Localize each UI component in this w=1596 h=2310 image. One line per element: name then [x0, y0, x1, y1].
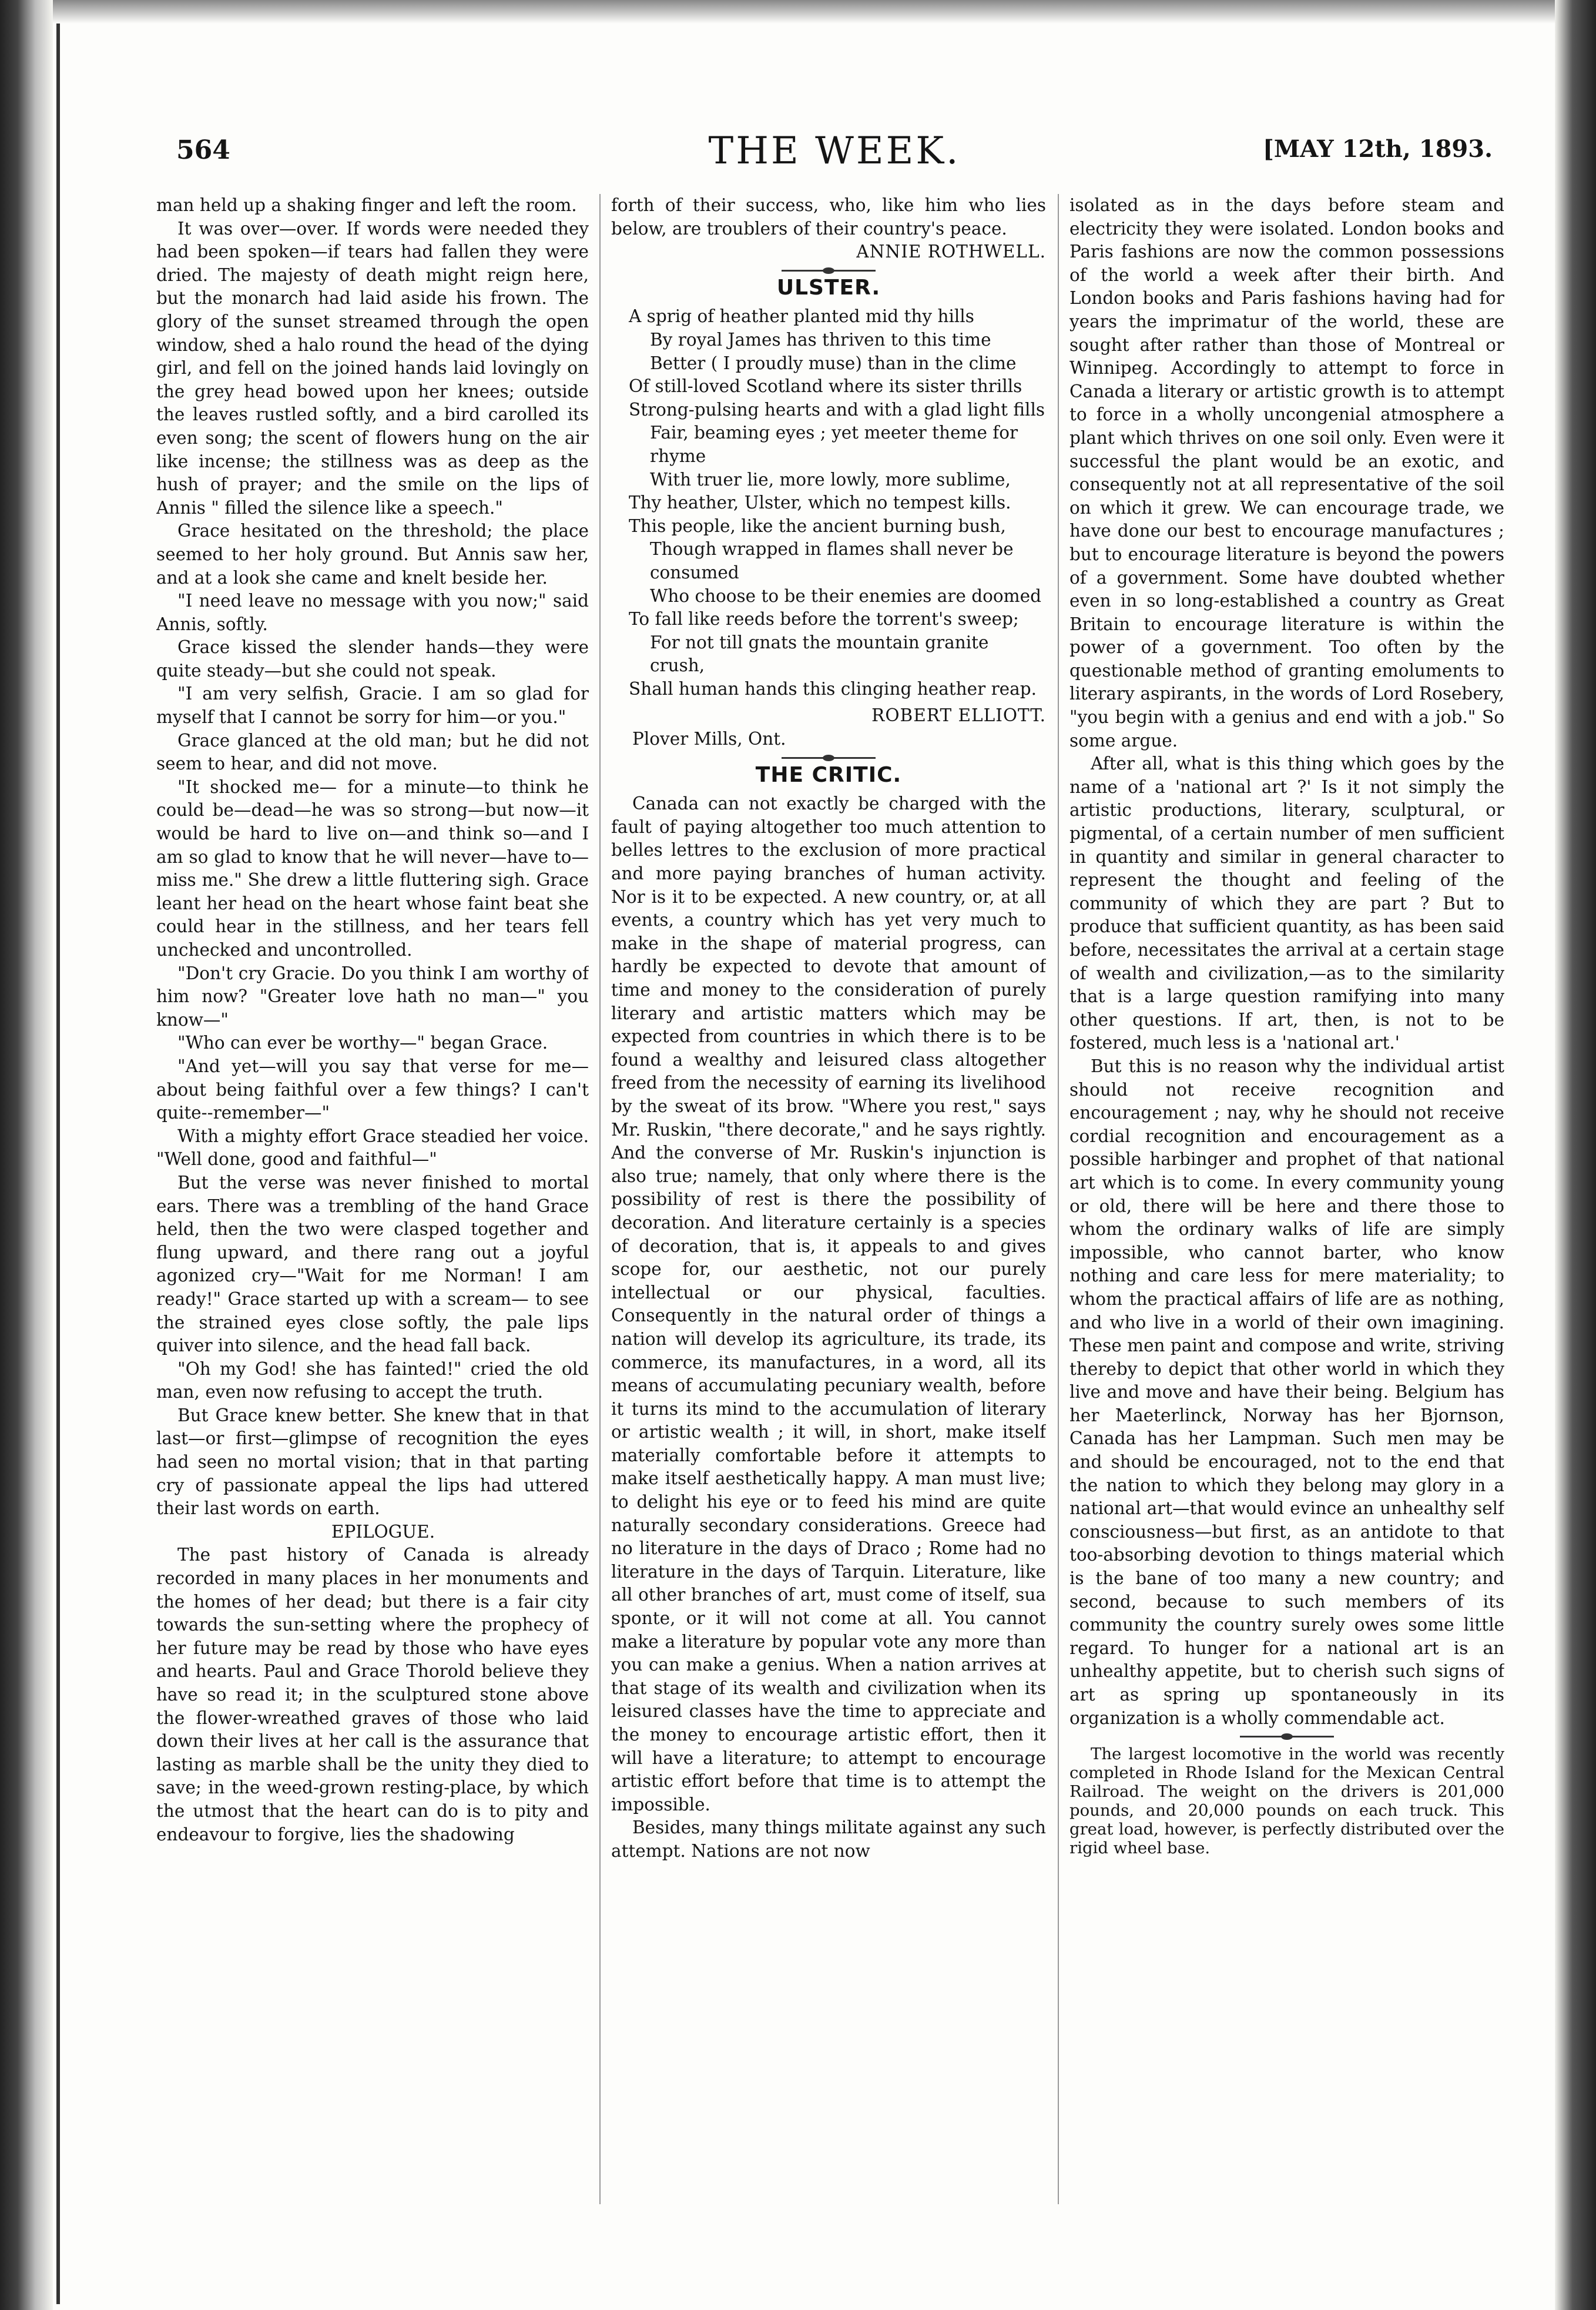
poem-line: Of still-loved Scotland where its sister thrills [629, 376, 1022, 397]
column-2 [611, 194, 1046, 2269]
paragraph: With a mighty effort Grace steadied her voice. "Well done, good and faithful—" [156, 1126, 589, 1170]
epilogue-heading: EPILOGUE. [331, 1521, 435, 1542]
poem-line: Thy heather, Ulster, which no tempest kills. [629, 493, 1011, 513]
paragraph: But Grace knew better. She knew that in that last—or first—glimpse of recognition the eyes had seen no mortal vision; that in that parting cry of passionate appeal the lips had uttered their last words on earth. [156, 1405, 589, 1519]
book-binding-edge [0, 0, 53, 2310]
paragraph: It was over—over. If words were needed they had been spoken—if tears had fallen they were dried. The majesty of death might reign here, but the monarch had laid aside his frown. The glory of the sunset streamed through the open window, shed a halo round the head of the dying girl, and fell on the joined hands laid lovingly on the grey head bowed upon her knees; outside the leaves rustled softly, and a bird carolled its even song; the scent of flowers hung on the air like incense; the stillness was as deep as the hush of prayer; and the smile on the lips of Annis " filled the silence like a speech." [156, 218, 589, 518]
paragraph: Besides, many things militate against any such attempt. Nations are not now [611, 1817, 1046, 1861]
paragraph: But the verse was never finished to mortal ears. There was a trembling of the hand Grace held, then the two were clasped together and flung upward, and there rang out a joyful agonized cry—"Wait for me Norman! I am ready!" Grace started up with a scream— to see the strained eyes close softly, the pale lips quiver into silence, and the head fall back. [156, 1172, 589, 1356]
column-3 [1069, 194, 1504, 2269]
poem-place: Plover Mills, Ont. [632, 729, 786, 749]
paragraph: Grace glanced at the old man; but he did not seem to hear, and did not move. [156, 730, 589, 774]
poem-line: To fall like reeds before the torrent's sweep; [629, 609, 1019, 630]
column-1 [156, 194, 589, 2269]
poem-line: This people, like the ancient burning bush, [629, 515, 1006, 536]
column-divider [1058, 194, 1059, 2204]
paragraph: "I am very selfish, Gracie. I am so glad for myself that I cannot be sorry for him—or you." [156, 684, 589, 728]
poem-line: By royal James has thriven to this time [650, 329, 991, 350]
page-header [176, 118, 1493, 194]
poem-line: Shall human hands this clinging heather reap. [629, 678, 1037, 699]
paragraph: The largest locomotive in the world was recently completed in Rhode Island for the Mexican Central Railroad. The weight on the drivers is 201,000 pounds, and 20,000 pounds on each truck. This great load, however, is perfectly distributed over the rigid wheel base. [1069, 1745, 1504, 1858]
poem [611, 305, 1046, 701]
locomotive-notice [1069, 1745, 1504, 1857]
paragraph: Grace kissed the slender hands—they were quite steady—but she could not speak. [156, 637, 589, 681]
margin-rule [56, 24, 60, 2304]
poem-line: Better ( I proudly muse) than in the clime [650, 353, 1017, 373]
paragraph: "Who can ever be worthy—" began Grace. [177, 1033, 548, 1053]
paragraph: man held up a shaking finger and left the room. [156, 195, 577, 215]
poem-line: Though wrapped in flames shall never be consumed [650, 539, 1014, 582]
poem-line: Who choose to be their enemies are doomed [650, 585, 1041, 606]
page-top-edge [53, 0, 1555, 24]
poem-line: Fair, beaming eyes ; yet meeter theme for rhyme [650, 423, 1018, 466]
section-divider [782, 270, 876, 272]
poem-author: ROBERT ELLIOTT. [871, 705, 1046, 726]
poem-line: A sprig of heather planted mid thy hills [629, 306, 974, 327]
paragraph: The past history of Canada is already recorded in many places in her monuments and the homes of her dead; but there is a fair city towards the sun-setting where the prophecy of her future may be read by those who have eyes and hearts. Paul and Grace Thorold believe they have so read it; in the sculptured stone above the flower-wreathed graves of those who laid down their lives at her call is the assurance that lasting as marble shall be the unity they died to save; in the weed-grown resting-place, by which the utmost that the heart can do is to pity and endeavour to forgive, lies the shadowing [156, 1545, 589, 1844]
poem-line: For not till gnats the mountain granite crush, [650, 632, 989, 676]
column-divider [599, 194, 601, 2204]
paragraph: "Don't cry Gracie. Do you think I am worthy of him now? "Greater love hath no man—" you know—" [156, 963, 589, 1030]
poem-line: Strong-pulsing hearts and with a glad light fills [629, 399, 1045, 420]
paragraph: "Oh my God! she has fainted!" cried the old man, even now refusing to accept the truth. [156, 1358, 589, 1402]
paragraph: After all, what is this thing which goes by the name of a 'national art ?' Is it not simply the artistic productions, literary, sculptural, or pigmental, of a certain number of men sufficient in quantity and similar in general character to represent the thought and feeling of the community of which they are part ? But to produce that sufficient quantity, as has been said before, necessitates the arrival at a certain stage of wealth and civilization,—as to the similarity that is a large question ramifying into many other questions. If art, then, is not to be fostered, much less is a 'national art.' [1069, 754, 1504, 1053]
section-title: THE CRITIC. [755, 762, 902, 787]
issue-date: [MAY 12th, 1893. [1262, 135, 1493, 163]
paragraph: Canada can not exactly be charged with the fault of paying altogether too much attention to belles lettres to the exclusion of more practical and more paying branches of human activity. Nor is it to be expected. A new country, or, at all events, a country which has yet very much to make in the shape of material progress, can hardly be expected to devote that amount of time and money to the consideration of purely literary and artistic matters which may be expected from countries in which there is to be found a wealthy and leisured class altogether freed from the necessity of earning its livelihood by the sweat of its brow. "Where you rest," says Mr. Ruskin, "there decorate," and he says rightly. And the converse of Mr. Ruskin's injunction is also true; namely, that only where there is the possibility of rest is there the possibility of decoration. And literature certainly is a species of decoration, that is, it appeals to and gives scope for, our aesthetic, not our purely intellectual or our physical, faculties. Consequently in the natural order of things a nation will develop its agriculture, its trade, its commerce, its manufactures, in a word, all its means of accumulating pecuniary wealth, before it turns its mind to the accumulation of literary or artistic wealth ; it will, in short, make itself materially comfortable before it attempts to make itself aesthetically happy. A man must live; to delight his eye or to feed his mind are quite naturally secondary considerations. Greece had no literature in the days of Draco ; Rome had no literature in the days of Tarquin. Literature, like all other branches of art, must come of itself, sua sponte, or it will not come at all. You cannot make a literature by popular vote any more than you can make a genius. When a nation arrives at that stage of its wealth and civilization when its leisured classes have the time to appreciate and the money to encourage artistic effort, then it will have a literature; to attempt to encourage artistic effort before that time is to attempt the impossible. [611, 794, 1046, 1814]
section-divider [1240, 1736, 1334, 1737]
section-divider [782, 757, 876, 759]
paragraph: Grace hesitated on the threshold; the place seemed to her holy ground. But Annis saw her, and at a look she came and knelt beside her. [156, 521, 589, 588]
journal-title: THE WEEK. [708, 129, 961, 173]
paragraph: But this is no reason why the individual artist should not receive recognition and encouragement ; nay, why he should not receive cordial recognition and encouragement as a possible harbinger and prophet of that national art which is to come. In every community young or old, there will be here and there those to whom the ordinary walks of life are simply impossible, who cannot barter, who know nothing and care less for mere materiality; to whom the practical affairs of life are as nothing, and who live in a world of their own imagining. These men paint and compose and write, striving thereby to depict that other world in which they live and move and have their being. Belgium has her Maeterlinck, Norway has her Bjornson, Canada has her Lampman. Such men may be and should be encouraged, not to the end that the nation to which they belong may glory in a national art—that would evince an unhealthy self consciousness—but first, as an antidote to that too-absorbing devotion to things material which is the bane of too many a new country; and second, because to such members of its community the country surely owes some little regard. To hunger for a national art is an unhealthy appetite, but to cherish such signs of art as spring up spontaneously in its organization is a wholly commendable act. [1069, 1056, 1504, 1728]
paragraph: "And yet—will you say that verse for me—about being faithful over a few things? I can't quite--remember—" [156, 1056, 589, 1123]
paragraph: "It shocked me— for a minute—to think he could be—dead—he was so strong—but now—it would be hard to live on—and think so—and I am so glad to know that he will never—have to—miss me." She drew a little fluttering sigh. Grace leant her head on the heart whose faint beat she could hear in the stillness, and her tears fell unchecked and uncontrolled. [156, 776, 589, 960]
page-number: 564 [176, 135, 230, 165]
poem-line: With truer lie, more lowly, more sublime, [650, 469, 1011, 490]
author-signature: ANNIE ROTHWELL. [856, 242, 1046, 262]
page-right-edge [1555, 0, 1596, 2310]
paragraph: "I need leave no message with you now;" said Annis, softly. [156, 591, 589, 634]
paragraph: isolated as in the days before steam and electricity they were isolated. London books and Paris fashions are now the common possessions of the world a week after their birth. And London books and Paris fashions having had for years the imprimatur of the world, these are sought after rather than those of Montreal or Winnipeg. Accordingly to attempt to force in Canada a literary or artistic growth is to attempt to force in a wholly uncongenial atmosphere a plant which thrives on one soil only. Even were it successful the plant would be an exotic, and consequently not at all representative of the soil on which it grew. We can encourage trade, we have done our best to encourage manufactures ; but to encourage literature is beyond the powers of a government. Some have doubted whether even in so long-established a country as Great Britain to encourage literature is within the power of a government. Too often by the questionable method of granting emoluments to literary aspirants, in the words of Lord Rosebery, "you begin with a genius and end with a job." So some argue. [1069, 195, 1504, 751]
paragraph: forth of their success, who, like him who lies below, are troublers of their country's peace. [611, 195, 1046, 239]
poem-title: ULSTER. [776, 275, 881, 300]
